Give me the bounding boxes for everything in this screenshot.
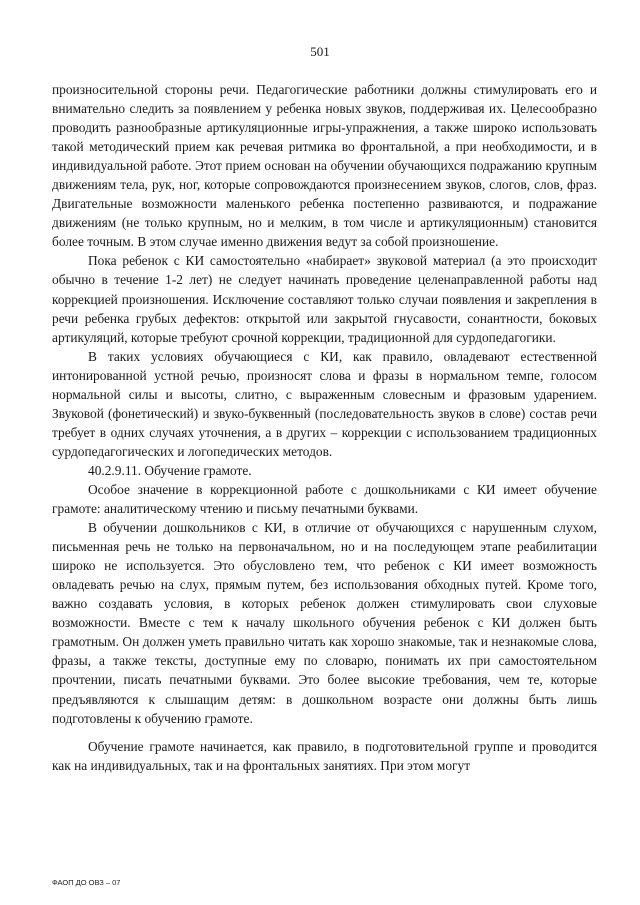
paragraph-literacy-importance: Особое значение в коррекционной работе с дошкольниками с КИ имеет обучение грамоте: аналитическому чтению и письму печатными буквами. <box>52 481 597 517</box>
paragraph-literacy-start: Обучение грамоте начинается, как правило, в подготовительной группе и проводится как на индивидуальных, так и на фронтальных занятиях. При этом могут <box>52 738 597 773</box>
body-text <box>52 80 597 775</box>
page-number: 501 <box>310 44 330 59</box>
section-heading-literacy: 40.2.9.11. Обучение грамоте. <box>88 462 252 478</box>
paragraph-sound-material: Пока ребенок с КИ самостоятельно «набирает» звуковой материал (а это происходит обычно в течение 1-2 лет) не следует начинать проведение целенаправленной работы над коррекцией произношения. Исключение составляют только случаи появления и закрепления в речи ребенка грубых дефектов: открытой или закрытой гнусавости, сонантности, боковых артикуляций, которые требуют срочной коррекции, традиционной для сурдопедагогики. <box>52 253 597 345</box>
page-footer: ФАОП ДО ОВЗ – 07 <box>52 878 121 887</box>
paragraph-written-speech: В обучении дошкольников с КИ, в отличие от обучающихся с нарушенным слухом, письменная речь не только на первоначальном, но и на последующем этапе реабилитации широко не используется. Это обусловлено тем, что ребенок с КИ имеет возможность овладевать речью на слух, прямым путем, без использования обходных путей. Кроме того, важно создавать условия, в которых ребенок должен стимулировать свои слуховые возможности. Вместе с тем к началу школьного обучения ребенок с КИ должен быть грамотным. Он должен уметь правильно читать как хорошо знакомые, так и незнакомые слова, фразы, а также тексты, доступные ему по словарю, понимать их при самостоятельном прочтении, писать печатными буквами. Это более высокие требования, чем те, которые предъявляются к слышащим детям: в дошкольном возрасте они должны быть лишь подготовлены к обучению грамоте. <box>52 520 597 726</box>
paragraph-continuation: произносительной стороны речи. Педагогические работники должны стимулировать его и внимательно следить за появлением у ребенка новых звуков, поддерживая их. Целесообразно проводить разнообразные артикуляционные игры-упражнения, а также широко использовать такой методический прием как речевая ритмика во фронтальной, а при необходимости, и в индивидуальной работе. Этот прием основан на обучении обучающихся подражанию крупным движениям тела, рук, ног, которые сопровождаются произнесением звуков, слогов, слов, фраз. Двигательные возможности маленького ребенка постепенно развиваются, и подражание движениям (не только крупным, но и мелким, в том числе и артикуляционным) становится более точным. В этом случае именно движения ведут за собой произношение. <box>52 82 597 250</box>
paragraph-speech-conditions: В таких условиях обучающиеся с КИ, как правило, овладевают естественной интонированной устной речью, произносят слова и фразы в нормальном темпе, голосом нормальной силы и высоты, слитно, с выраженным словесным и фразовым ударением. Звуковой (фонетический) и звуко-буквенный (последовательность звуков в слове) состав речи требует в одних случаях уточнения, а в других – коррекции с использованием традиционных сурдопедагогических и логопедических методов. <box>52 348 597 459</box>
